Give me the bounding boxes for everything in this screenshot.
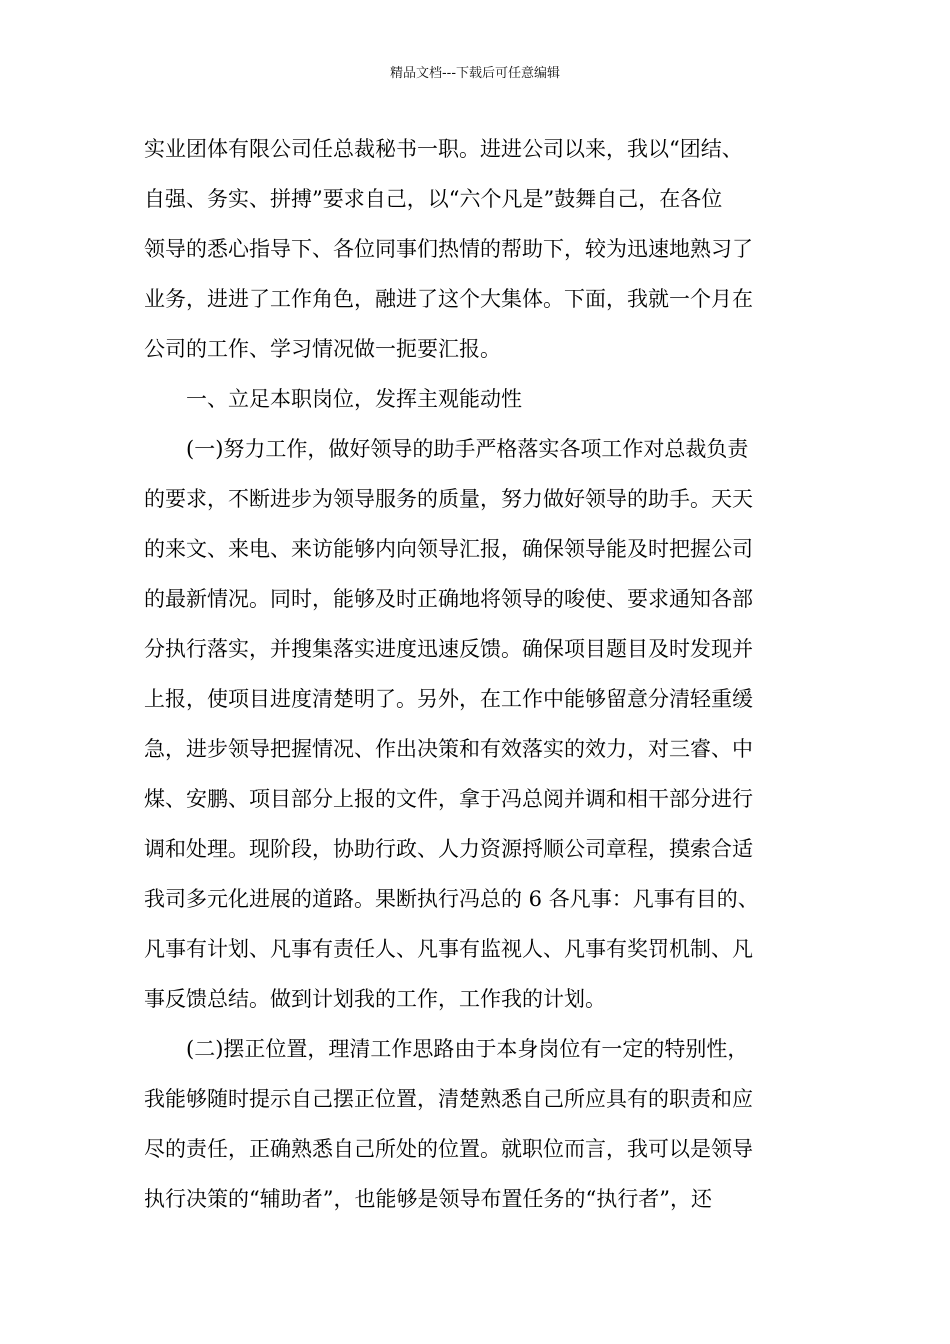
text-line: 领导的悉心指导下、各位同事们热情的帮助下，较为迅速地熟习了 bbox=[144, 237, 753, 261]
text-line: 分执行落实，并搜集落实进度迅速反馈。确保项目题目及时发现并 bbox=[144, 637, 753, 661]
text-line: 事反馈总结。做到计划我的工作，工作我的计划。 bbox=[144, 987, 606, 1011]
page-header: 精品文档---下载后可任意编辑 bbox=[389, 66, 561, 81]
text-line: 煤、安鹏、项目部分上报的文件，拿于冯总阅并调和相干部分进行 bbox=[144, 787, 753, 811]
text-line: 调和处理。现阶段，协助行政、人力资源捋顺公司章程，摸索合适 bbox=[144, 837, 753, 861]
text-line: 的来文、来电、来访能够内向领导汇报，确保领导能及时把握公司 bbox=[144, 537, 753, 561]
text-line: 的最新情况。同时，能够及时正确地将领导的唆使、要求通知各部 bbox=[144, 587, 753, 611]
text-line: 上报，使项目进度清楚明了。另外，在工作中能够留意分清轻重缓 bbox=[144, 687, 753, 711]
text-line: 尽的责任，正确熟悉自己所处的位置。就职位而言，我可以是领导 bbox=[144, 1137, 753, 1161]
text-line: 我能够随时提示自己摆正位置，清楚熟悉自己所应具有的职责和应 bbox=[144, 1087, 753, 1111]
text-line: 凡事有计划、凡事有责任人、凡事有监视人、凡事有奖罚机制、凡 bbox=[144, 937, 753, 961]
text-line: 自强、务实、拼搏”要求自己，以“六个凡是”鼓舞自己，在各位 bbox=[144, 187, 723, 211]
text-line: 一、立足本职岗位，发挥主观能动性 bbox=[186, 387, 522, 411]
text-line: 公司的工作、学习情况做一扼要汇报。 bbox=[144, 337, 501, 361]
text-line: 执行决策的“辅助者”，也能够是领导布置任务的“执行者”，还 bbox=[144, 1187, 712, 1211]
text-line: 我司多元化进展的道路。果断执行冯总的 6 各凡事：凡事有目的、 bbox=[144, 887, 759, 911]
text-line: 实业团体有限公司任总裁秘书一职。进进公司以来，我以“团结、 bbox=[144, 137, 743, 161]
text-line: 急，进步领导把握情况、作出决策和有效落实的效力，对三睿、中 bbox=[144, 737, 753, 761]
text-line: 的要求，不断进步为领导服务的质量，努力做好领导的助手。天天 bbox=[144, 487, 753, 511]
text-line: (一)努力工作，做好领导的助手严格落实各项工作对总裁负责 bbox=[186, 437, 749, 461]
document-body bbox=[144, 124, 812, 1224]
text-line: 业务，进进了工作角色，融进了这个大集体。下面，我就一个月在 bbox=[144, 287, 753, 311]
text-line: (二)摆正位置，理清工作思路由于本身岗位有一定的特别性， bbox=[186, 1037, 749, 1061]
